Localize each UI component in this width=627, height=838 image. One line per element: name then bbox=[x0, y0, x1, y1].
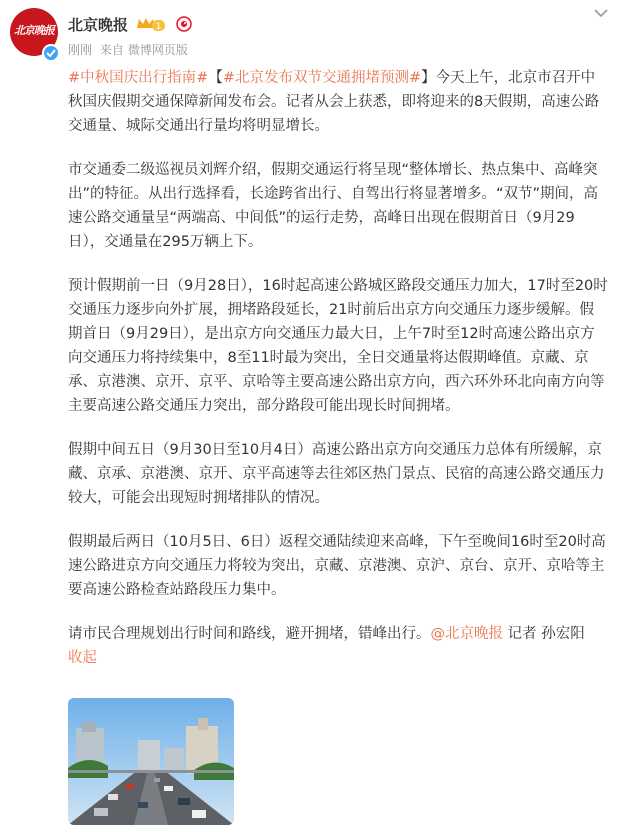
paragraph-3: 预计假期前一日（9月28日），16时起高速公路城区路段交通压力加大，17时至20时交通压力逐步向外扩展，拥堵路段延长，21时前后出京方向交通压力逐步缓解。假期首日（9月29日），是出京方向交通压力最大日，上午7时至12时高速公路出京方向交通压力将持续集中，8至11时最为突出，全日交通量将达假期峰值。京藏、京承、京港澳、京开、京平、京哈等主要高速公路出京方向，西六环外环北向南方向等主要高速公路交通压力突出，部分路段可能出现长时间拥堵。 bbox=[68, 278, 608, 414]
intro-text: 今天上午，北京市召开中秋国庆假期交通保障新闻发布会。记者从会上获悉，即将迎来的8天假期，高速公路交通量、城际交通出行量均将明显增长。 bbox=[68, 70, 600, 134]
post-header bbox=[0, 0, 627, 62]
verified-badge-icon bbox=[42, 44, 60, 62]
post-meta bbox=[68, 41, 192, 58]
vip-level: 1 bbox=[155, 22, 162, 32]
topic-tag-traffic-forecast[interactable]: #北京发布双节交通拥堵预测# bbox=[222, 70, 422, 86]
post-body bbox=[68, 66, 608, 670]
post-source[interactable]: 微博网页版 bbox=[127, 43, 188, 57]
paragraph-intro bbox=[68, 66, 608, 138]
post-time[interactable]: 刚刚 bbox=[68, 43, 93, 57]
bracket-close: 】 bbox=[421, 70, 436, 86]
post-image[interactable] bbox=[68, 698, 234, 825]
paragraph-6 bbox=[68, 622, 608, 670]
topic-tag-mid-autumn[interactable]: #中秋国庆出行指南# bbox=[68, 70, 209, 86]
paragraph-5: 假期最后两日（10月5日、6日）返程交通陆续迎来高峰，下午至晚间16时至20时高速公路进京方向交通压力将较为突出，京藏、京港澳、京沪、京台、京开、京哈等主要高速公路检查站路段压力集中。 bbox=[68, 534, 606, 598]
collapse-link[interactable]: 收起 bbox=[68, 650, 97, 666]
avatar-logo-text: 北京晚报 bbox=[14, 24, 54, 37]
account-name[interactable]: 北京晚报 bbox=[68, 16, 129, 34]
highway-traffic-photo-icon bbox=[68, 698, 234, 825]
paragraph-2: 市交通委二级巡视员刘辉介绍，假期交通运行将呈现“整体增长、热点集中、高峰突出”的特征。从出行选择看，长途跨省出行、自驾出行将显著增多。“双节”期间，高速公路交通量呈“两端高、中间低”的运行走势，高峰日出现在假期首日（9月29日），交通量在295万辆上下。 bbox=[68, 162, 599, 250]
reporter-credit: 记者 孙宏阳 bbox=[507, 626, 585, 642]
mention-link[interactable]: @北京晚报 bbox=[430, 626, 503, 642]
paragraph-4: 假期中间五日（9月30日至10月4日）高速公路出京方向交通压力总体有所缓解，京藏、京承、京港澳、京开、京平高速等去往郊区热门景点、民宿的高速公路交通压力较大，可能会出现短时拥堵排队的情况。 bbox=[68, 442, 605, 506]
source-prefix: 来自 bbox=[99, 43, 124, 57]
super-topic-icon[interactable] bbox=[176, 16, 192, 32]
bracket-open: 【 bbox=[208, 70, 223, 86]
chevron-down-icon[interactable] bbox=[594, 8, 608, 18]
closing-text: 请市民合理规划出行时间和路线，避开拥堵，错峰出行。 bbox=[68, 626, 431, 642]
vip-crown-icon[interactable] bbox=[136, 16, 166, 32]
